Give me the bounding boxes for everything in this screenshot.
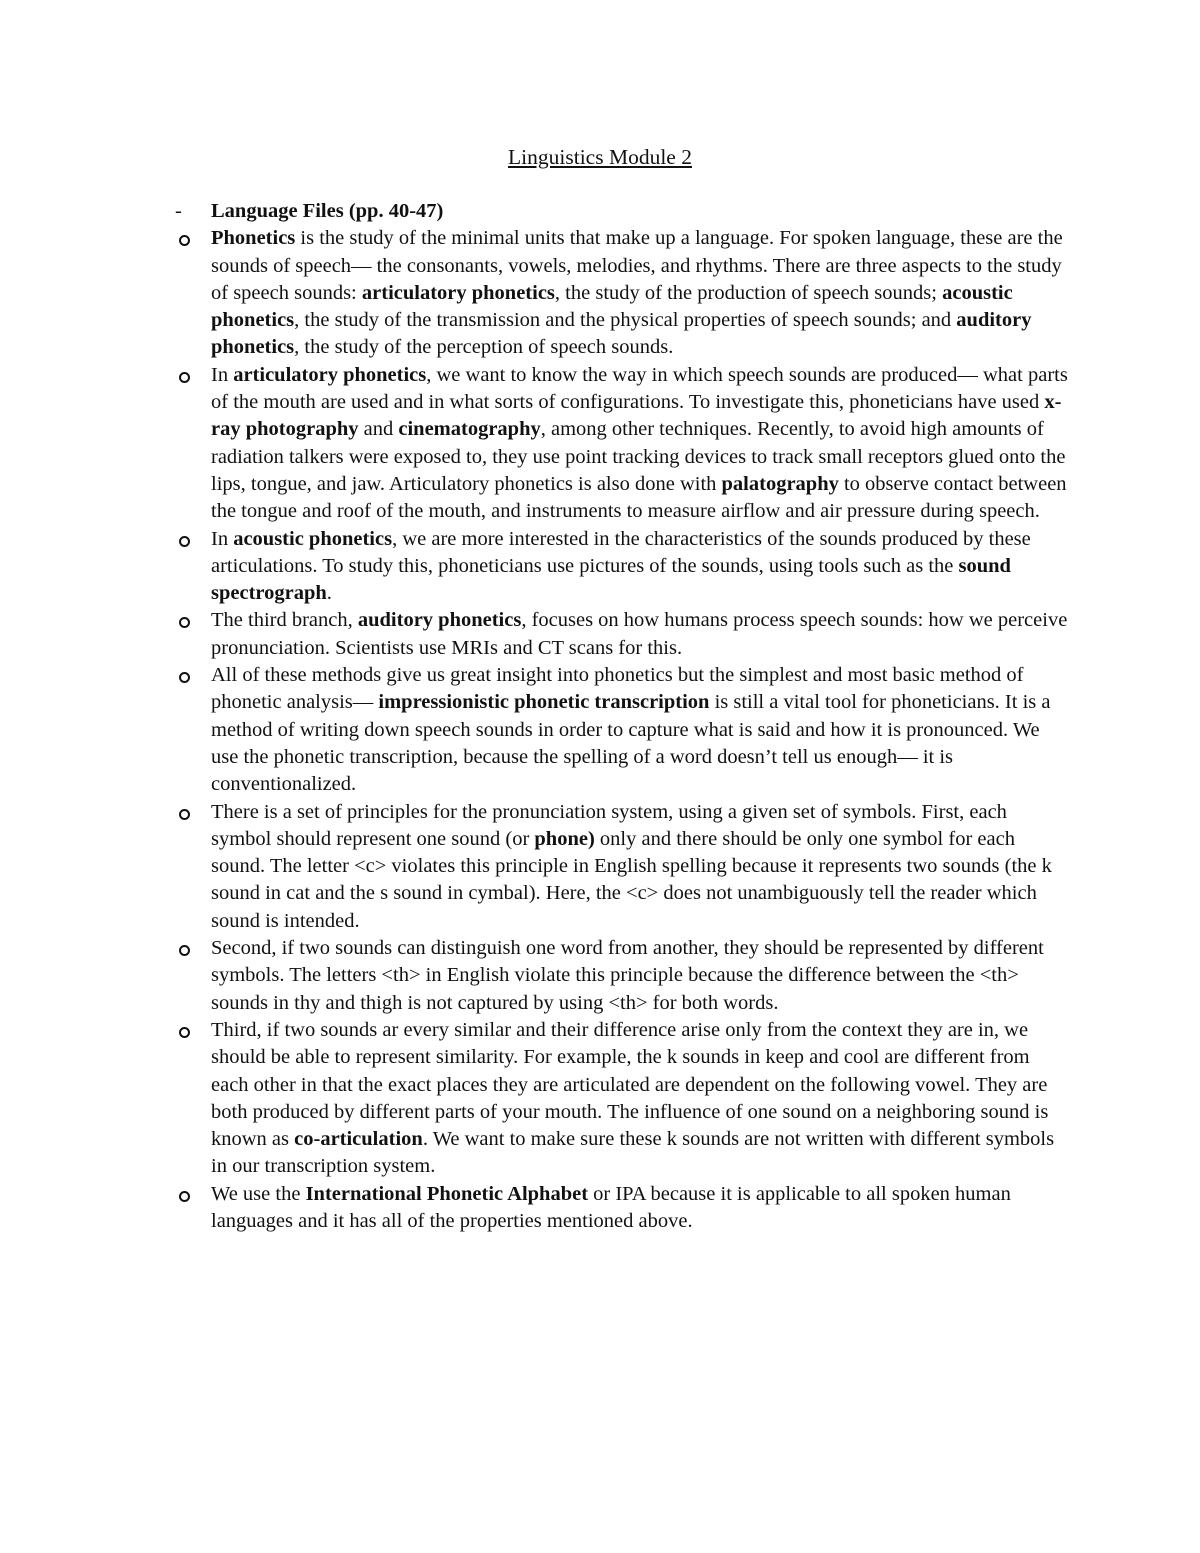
bold-term: sound spectrograph — [211, 554, 1011, 605]
circle-bullet-icon — [179, 672, 190, 683]
circle-bullet-icon — [179, 1191, 190, 1202]
bullet-item — [172, 935, 1072, 1017]
bullet-text — [211, 799, 1072, 935]
circle-bullet-icon — [179, 372, 190, 383]
text-segment: , focuses on how humans process speech sounds: how we perceive pronunciation. Scientists use MRIs and CT scans for this. — [211, 609, 1068, 659]
bold-term: phone) — [534, 827, 595, 850]
bullet-text — [211, 225, 1072, 361]
text-segment: The third branch, — [211, 609, 358, 632]
text-segment: . — [326, 582, 332, 605]
bold-term: International Phonetic Alphabet — [305, 1182, 589, 1205]
text-segment: We use the — [211, 1182, 306, 1205]
dash-marker: - — [175, 200, 182, 222]
bold-term: co-articulation — [294, 1128, 423, 1151]
text-segment: , the study of the production of speech sounds; — [554, 281, 943, 304]
bullet-text — [211, 526, 1072, 608]
text-segment: In — [211, 527, 234, 550]
bold-term: acoustic phonetics — [233, 527, 393, 550]
section-heading: Language Files (pp. 40-47) — [211, 200, 444, 222]
text-segment: Second, if two sounds can distinguish one word from another, they should be represented by different symbols. The letters <th> in English violate this principle because the difference between the <th> sounds in thy and thigh is not captured by using <th> for both words. — [211, 937, 1044, 1014]
circle-bullet-icon — [179, 617, 190, 628]
text-segment: is the study of the minimal units that make up a language. For spoken language, these are the sounds of speech— the consonants, vowels, melodies, and rhythms. There are three aspects to the study of speech sounds: — [211, 227, 1063, 304]
text-segment: In — [211, 363, 234, 386]
bullet-item — [172, 1017, 1072, 1181]
bullet-text — [211, 935, 1072, 1017]
bullet-item — [172, 662, 1072, 798]
bullet-item — [172, 607, 1072, 662]
circle-bullet-icon — [179, 945, 190, 956]
text-segment: , we are more interested in the characteristics of the sounds produced by these articulations. To study this, phoneticians use pictures of the sounds, using tools such as the — [211, 527, 1031, 577]
circle-bullet-icon — [179, 536, 190, 547]
text-segment: . We want to make sure these k sounds are not written with different symbols in our transcription system. — [211, 1128, 1055, 1178]
bold-term: articulatory phonetics — [361, 281, 555, 304]
bullet-item — [172, 225, 1072, 361]
bold-term: auditory phonetics — [357, 609, 522, 632]
circle-bullet-icon — [179, 809, 190, 820]
bullet-item — [172, 526, 1072, 608]
bullet-item — [172, 799, 1072, 935]
bold-term: acoustic phonetics — [211, 281, 1013, 332]
text-segment: , among other techniques. Recently, to avoid high amounts of radiation talkers were exposed to, they use point tracking devices to track small receptors glued onto the lips, tongue, and jaw. Articulatory phonetics is also done with — [211, 418, 1066, 495]
bold-term: articulatory phonetics — [233, 363, 427, 386]
bold-term: Phonetics — [211, 227, 296, 250]
bold-term: auditory phonetics — [211, 309, 1032, 359]
text-segment: only and there should be only one symbol for each sound. The letter <c> violates this principle in English spelling because it represents two sounds (the k sound in cat and the s sound in cymbal). Here, the <c> does not unambiguously tell the reader which sound is intended. — [211, 827, 1052, 932]
bold-term: palatography — [721, 472, 839, 495]
bullet-item — [172, 362, 1072, 526]
bold-term: cinematography — [398, 418, 541, 441]
circle-bullet-icon — [179, 235, 190, 246]
text-segment: , the study of the perception of speech sounds. — [294, 336, 674, 359]
text-segment: All of these methods give us great insight into phonetics but the simplest and most basic method of phonetic analysis— — [211, 664, 1024, 714]
text-segment: is still a vital tool for phoneticians. It is a method of writing down speech sounds in order to capture what is said and how it is pronounced. We use the phonetic transcription, because the spelling of a word doesn’t tell us enough— it is conventionalized. — [211, 691, 1051, 796]
text-segment: There is a set of principles for the pronunciation system, using a given set of symbols. First, each symbol should represent one sound (or — [211, 800, 1007, 850]
bold-term: x-ray photography — [211, 391, 1062, 441]
bullet-text — [211, 1181, 1072, 1236]
text-segment: Third, if two sounds ar every similar and their difference arise only from the context they are in, we should be able to represent similarity. For example, the k sounds in keep and cool are different from each other in that the exact places they are articulated are dependent on the following vowel. They are both produced by different parts of your mouth. The influence of one sound on a neighboring sound is known as — [211, 1018, 1049, 1151]
bullet-text — [211, 662, 1072, 798]
text-segment: or IPA because it is applicable to all spoken human languages and it has all of the properties mentioned above. — [211, 1182, 1011, 1232]
bullet-text — [211, 362, 1072, 526]
text-segment: , we want to know the way in which speech sounds are produced— what parts of the mouth are used and in what sorts of configurations. To investigate this, phoneticians have used — [211, 363, 1068, 414]
bold-term: impressionistic phonetic transcription — [378, 691, 710, 714]
text-segment: to observe contact between the tongue and roof of the mouth, and instruments to measure airflow and air pressure during speech. — [211, 472, 1067, 523]
section-heading-row — [172, 198, 1072, 225]
notes-section — [172, 198, 1072, 1235]
text-segment: , the study of the transmission and the physical properties of speech sounds; and — [294, 309, 957, 332]
bullet-text — [211, 1017, 1072, 1181]
circle-bullet-icon — [179, 1027, 190, 1038]
bullet-item — [172, 1181, 1072, 1236]
bullet-list — [172, 225, 1072, 1235]
document-title: Linguistics Module 2 — [508, 145, 692, 169]
bullet-text — [211, 607, 1072, 662]
text-segment: and — [358, 418, 399, 441]
